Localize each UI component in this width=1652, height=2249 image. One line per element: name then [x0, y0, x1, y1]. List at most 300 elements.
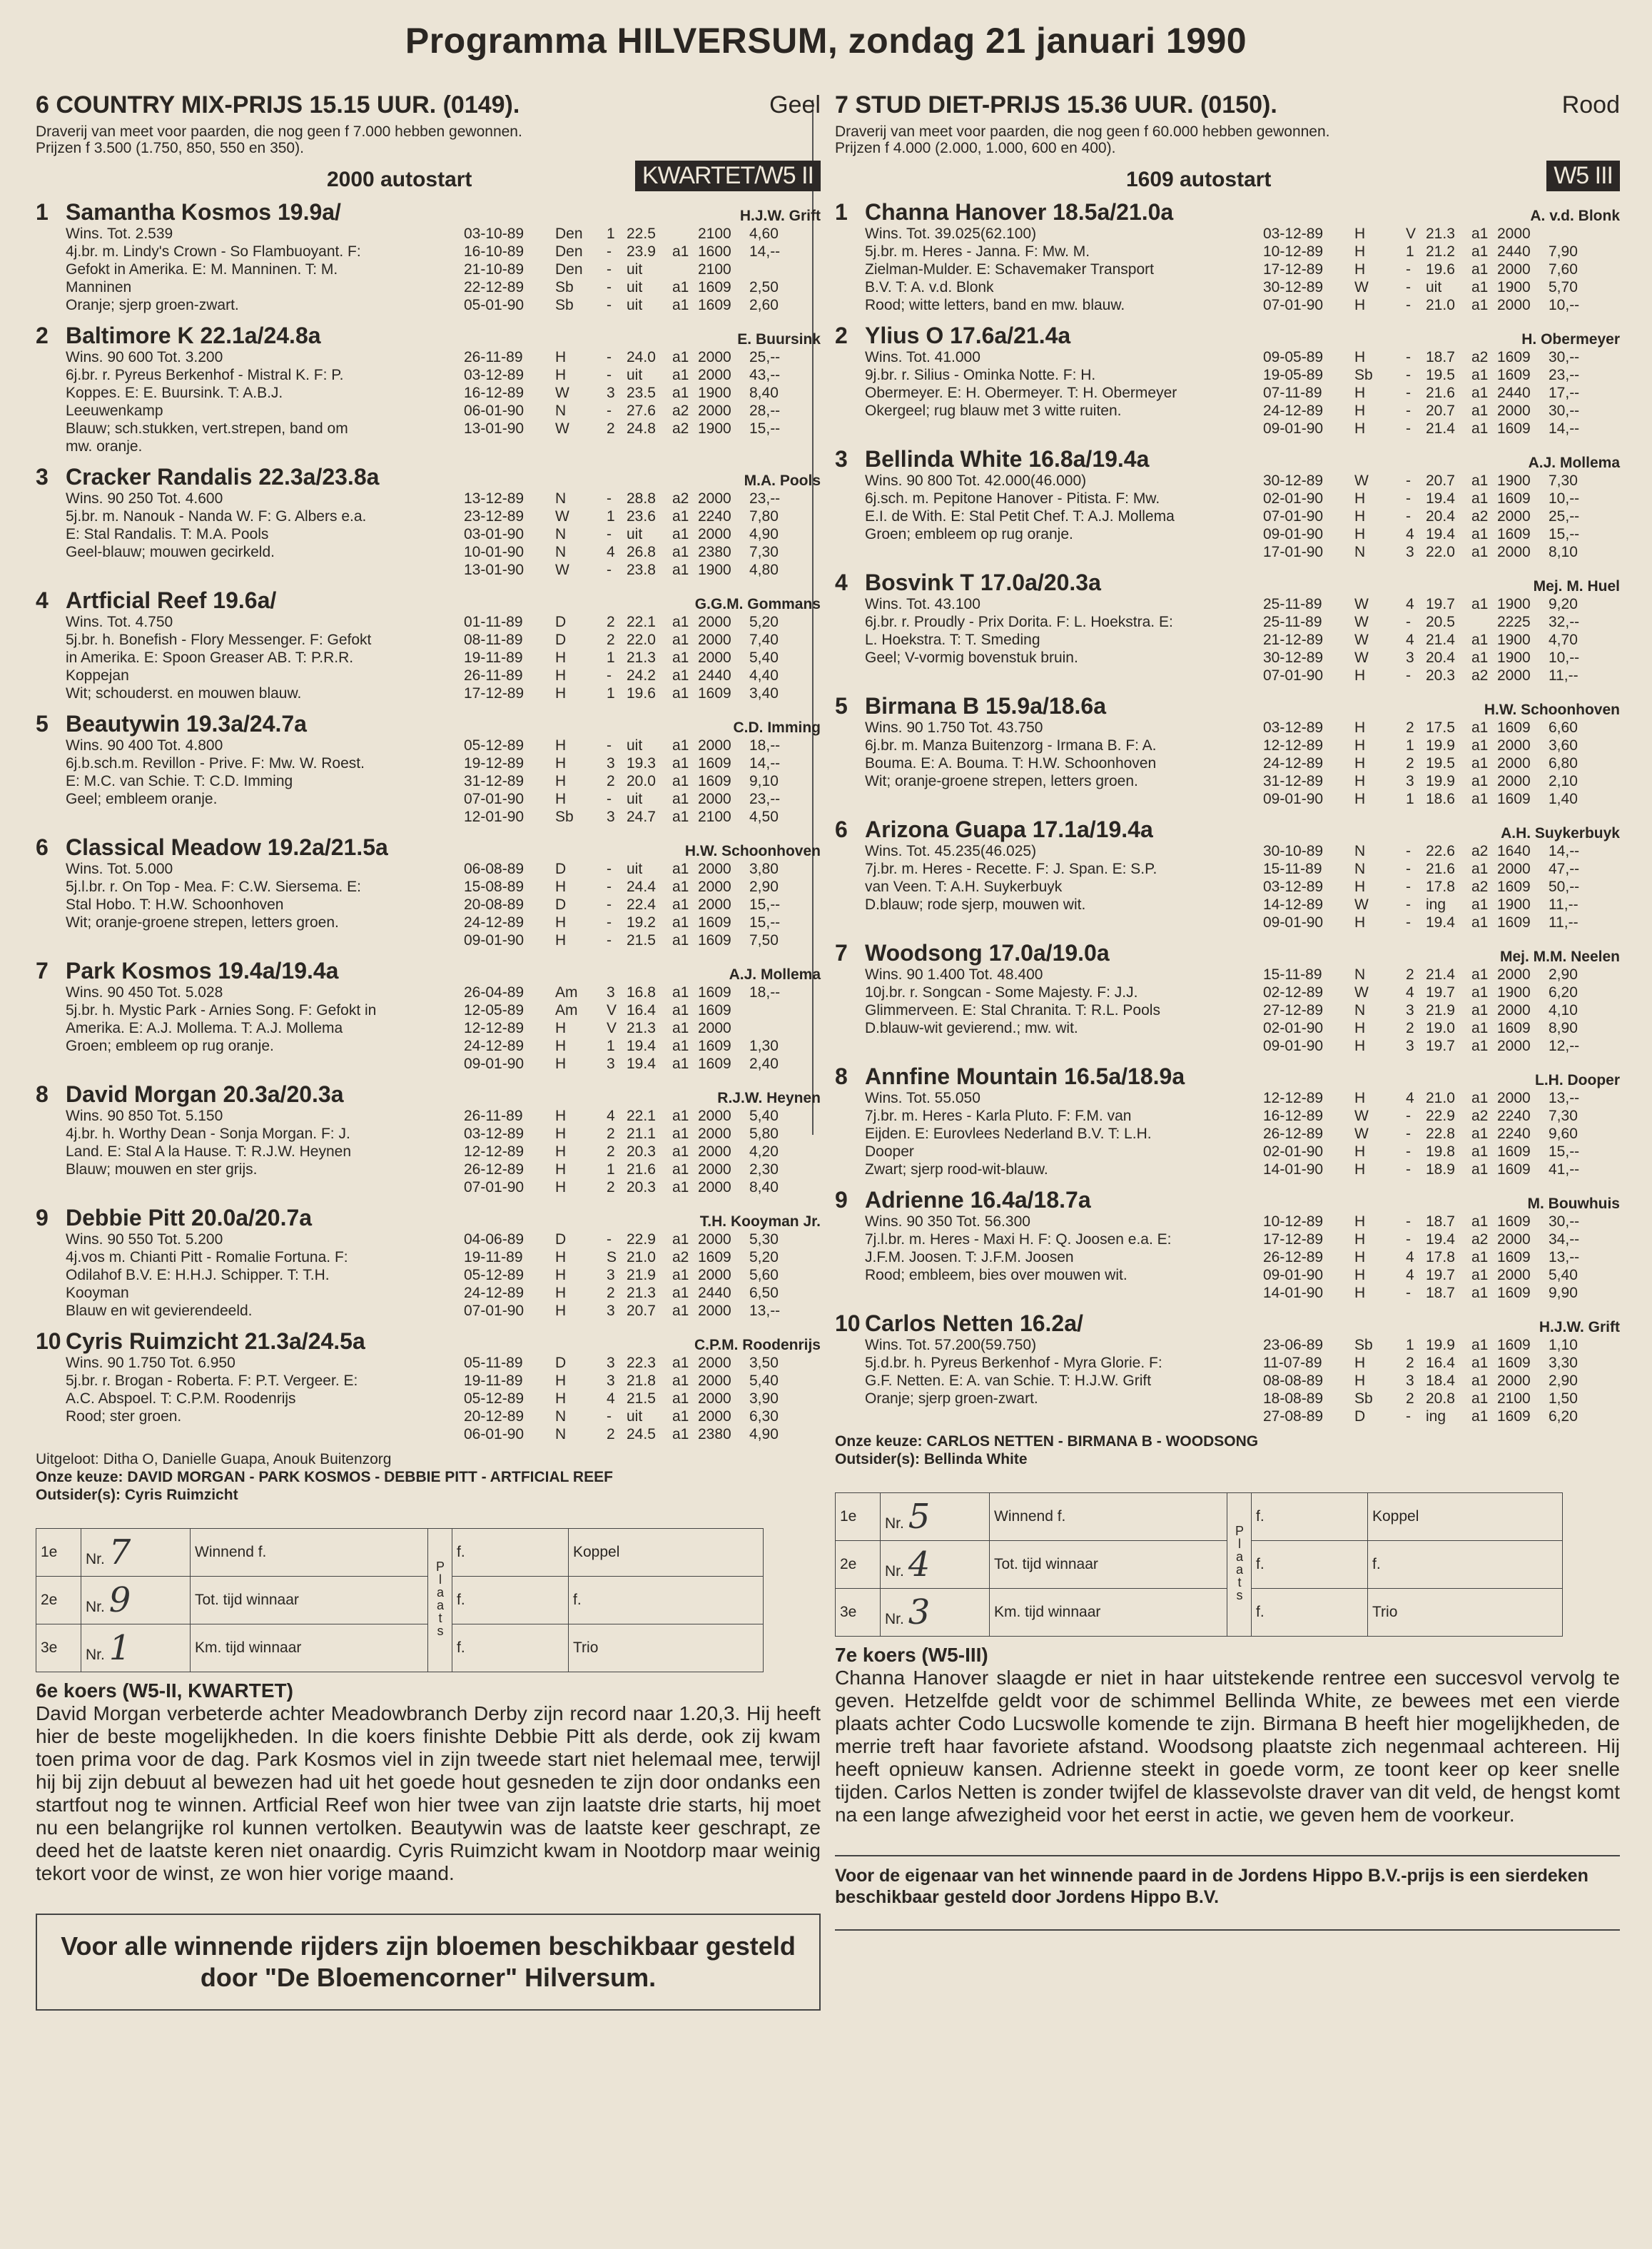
history-cell: 10-12-89: [1263, 1213, 1324, 1230]
history-cell: 2000: [698, 1143, 731, 1160]
history-cell: 20.3: [627, 1143, 656, 1160]
history-cell: 28,--: [749, 403, 781, 419]
history-cell: 03-12-89: [464, 1126, 525, 1142]
plaats-value-cell: [1252, 1589, 1368, 1637]
history-cell: H: [1354, 297, 1366, 313]
horse-info: [36, 613, 464, 702]
history-cell: 21.3: [627, 650, 656, 666]
history-cell: H: [1354, 261, 1366, 278]
race-history-row: [1263, 1230, 1620, 1248]
race-distance: 1609 autostart: [1126, 168, 1272, 191]
race-history-row: [1263, 790, 1620, 808]
horse-entry: [835, 199, 1620, 314]
history-cell: 2440: [1497, 243, 1531, 260]
history-cell: 19.6: [1426, 261, 1455, 278]
extra-bet-cell: [1368, 1493, 1563, 1541]
history-cell: 19.7: [1426, 1267, 1455, 1283]
history-cell: W: [1354, 984, 1369, 1001]
history-cell: 24-12-89: [1263, 755, 1324, 772]
history-cell: 4: [1406, 526, 1414, 542]
history-cell: 1: [1406, 737, 1414, 754]
history-cell: uit: [627, 737, 643, 754]
horse-name: Classical Meadow 19.2a/21.5a: [66, 834, 388, 860]
race-conditions: Draverij van meet voor paarden, die nog geen f 7.000 hebben gewonnen.: [36, 123, 522, 140]
history-cell: a2: [1471, 879, 1489, 895]
history-cell: a1: [672, 809, 689, 825]
race-history-row: [464, 507, 821, 525]
outsider-horse: Cyris Ruimzicht: [124, 1487, 238, 1503]
withdrawn-line: [36, 1450, 821, 1468]
history-cell: 21.6: [627, 1161, 656, 1178]
horse-number: 7: [835, 940, 848, 966]
race-history: [1263, 719, 1620, 808]
history-cell: 13-12-89: [464, 490, 525, 507]
horse-entry: [36, 199, 821, 314]
history-cell: 2,90: [749, 879, 779, 895]
race-history-row: [464, 1143, 821, 1161]
race-history-row: [464, 561, 821, 579]
horse-info: [36, 984, 464, 1073]
history-cell: 23-12-89: [464, 508, 525, 525]
history-cell: 11,--: [1549, 896, 1578, 913]
history-cell: 23.6: [627, 508, 656, 525]
handwritten-number[interactable]: 9: [108, 1580, 131, 1620]
history-cell: 2000: [698, 650, 731, 666]
race-history-row: [1263, 1248, 1620, 1266]
horse-number: 4: [835, 570, 848, 595]
race-history-row: [464, 914, 821, 931]
horse-info-line: Wins. 90 400 Tot. 4.800: [66, 737, 223, 754]
history-cell: Sb: [555, 279, 574, 295]
history-cell: a1: [1471, 861, 1489, 877]
history-cell: a1: [672, 1056, 689, 1072]
history-cell: a1: [672, 297, 689, 313]
history-cell: a1: [1471, 632, 1489, 648]
race-history-row: [1263, 1407, 1620, 1425]
history-cell: 1900: [1497, 984, 1531, 1001]
history-cell: H: [1354, 226, 1366, 242]
horse-driver: H.J.W. Grift: [739, 208, 821, 224]
history-cell: -: [1406, 508, 1411, 525]
horse-number: 6: [835, 817, 848, 842]
horse-info: [36, 1354, 464, 1443]
history-cell: 11-07-89: [1263, 1355, 1322, 1371]
history-cell: 1640: [1497, 843, 1531, 859]
horse-name: Debbie Pitt 20.0a/20.7a: [66, 1205, 313, 1230]
history-cell: 4: [607, 544, 615, 560]
race-history-row: [1263, 366, 1620, 384]
history-cell: a1: [672, 279, 689, 295]
history-cell: a1: [672, 932, 689, 949]
history-cell: a1: [672, 861, 689, 877]
horse-number: 10: [36, 1328, 61, 1354]
history-cell: -: [1406, 914, 1411, 931]
history-cell: N: [555, 403, 567, 419]
comment-text: David Morgan verbeterde achter Meadowbranch Derby zijn record naar 1.20,3. Hij heeft hier de beste mogelijkheden. In die koers finishte Debbie Pitt als derde, ook zij kwam toen prima voor de dag. Park Kosmos viel in zijn tweede start niet helemaal mee, terwijl hij bij zijn debuut al bewezen had uit het goede hout gesneden te zijn door ondanks een startfout nog te winnen. Artficial Reef won hier twee van zijn laatste drie starts, hij moet nu een belangrijke rol kunnen vertolken. Beautywin was de laatste keer geschrapt, ze deed het de laatste keren niet onaardig. Cyris Ruimzicht kwam in Nootdorp maar weinig tekort voor de winst, ze won hier vorige maand.: [36, 1702, 821, 1884]
race-history-row: [464, 1425, 821, 1443]
history-cell: 09-01-90: [1263, 791, 1324, 807]
horse-info-line: Wins. 90 800 Tot. 42.000(46.000): [865, 472, 1087, 489]
history-cell: a1: [672, 650, 689, 666]
history-cell: H: [555, 1267, 567, 1283]
history-cell: 3,90: [749, 1390, 779, 1407]
horse-info-line: J.F.M. Joosen. T: J.F.M. Joosen: [865, 1249, 1074, 1265]
history-cell: uit: [627, 791, 643, 807]
history-cell: -: [1406, 1231, 1411, 1248]
history-cell: 9,10: [749, 773, 779, 789]
horse-entry: [835, 693, 1620, 808]
history-cell: H: [1354, 791, 1366, 807]
history-cell: 2000: [1497, 1267, 1531, 1283]
result-label: Tot. tijd winnaar: [191, 1577, 428, 1624]
history-cell: W: [1354, 614, 1369, 630]
history-cell: 01-11-89: [464, 614, 523, 630]
history-cell: 19-12-89: [464, 755, 525, 772]
history-cell: 15,--: [749, 914, 781, 931]
history-cell: 1600: [698, 243, 731, 260]
history-cell: 2000: [698, 861, 731, 877]
horse-info-line: Rood; embleem, bies over mouwen wit.: [865, 1267, 1127, 1283]
history-cell: a1: [1471, 650, 1489, 666]
history-cell: 2225: [1497, 614, 1531, 630]
horse-entry: [835, 1187, 1620, 1302]
history-cell: 03-12-89: [1263, 879, 1324, 895]
history-cell: -: [607, 526, 612, 542]
history-cell: 18,--: [749, 737, 781, 754]
history-cell: 1609: [1497, 1020, 1531, 1036]
handwritten-number[interactable]: 5: [908, 1497, 931, 1537]
race-color: Rood: [1561, 91, 1620, 118]
history-cell: 23.5: [627, 385, 656, 401]
race-title: 6 COUNTRY MIX-PRIJS 15.15 UUR. (0149).: [36, 91, 520, 118]
history-cell: 5,20: [749, 1249, 779, 1265]
race-history-row: [464, 896, 821, 914]
history-cell: 2,90: [1549, 966, 1578, 983]
history-cell: H: [1354, 755, 1366, 772]
horse-name: Adrienne 16.4a/18.7a: [865, 1187, 1091, 1213]
history-cell: a1: [672, 755, 689, 772]
history-cell: a1: [672, 914, 689, 931]
history-cell: 28.8: [627, 490, 656, 507]
race-history-row: [464, 772, 821, 790]
horse-entry: [835, 323, 1620, 438]
horse-name-row: [36, 464, 821, 490]
history-cell: 15-11-89: [1263, 861, 1322, 877]
history-cell: 02-01-90: [1263, 1020, 1324, 1036]
horse-driver: G.G.M. Gommans: [694, 596, 821, 612]
nr-label: Nr.: [885, 1515, 904, 1532]
history-cell: 2000: [698, 1390, 731, 1407]
history-cell: H: [1354, 1020, 1366, 1036]
f-label: f.: [1256, 1604, 1265, 1620]
history-cell: a1: [672, 1108, 689, 1124]
history-cell: 2: [607, 614, 615, 630]
horse-info-line: 6j.br. r. Proudly - Prix Dorita. F: L. Hoekstra. E:: [865, 614, 1173, 630]
history-cell: 2000: [698, 367, 731, 383]
horse-number: 8: [835, 1063, 848, 1089]
horse-info-line: Geel; embleem oranje.: [66, 791, 218, 807]
withdrawn-horses: Ditha O, Danielle Guapa, Anouk Buitenzorg: [103, 1451, 392, 1467]
horse-details: [835, 472, 1620, 561]
history-cell: 2: [1406, 966, 1414, 983]
history-cell: a1: [672, 544, 689, 560]
history-cell: 2000: [698, 1108, 731, 1124]
history-cell: a1: [1471, 226, 1489, 242]
history-cell: a1: [1471, 1038, 1489, 1054]
history-cell: 19.4: [627, 1038, 656, 1054]
horse-entry: [835, 1310, 1620, 1425]
history-cell: 4: [607, 1108, 615, 1124]
history-cell: H: [555, 773, 567, 789]
horse-driver: Mej. M.M. Neelen: [1499, 949, 1620, 965]
history-cell: 20-08-89: [464, 896, 525, 913]
f-label: f.: [457, 1639, 465, 1656]
history-cell: [672, 225, 698, 243]
history-cell: a2: [672, 420, 689, 437]
history-cell: 1,40: [1549, 791, 1578, 807]
handwritten-number[interactable]: 7: [108, 1532, 131, 1572]
history-cell: 1609: [1497, 1408, 1531, 1425]
f-label: f.: [1256, 1556, 1265, 1572]
history-cell: 4,90: [749, 1426, 779, 1442]
horse-details: [835, 966, 1620, 1055]
extra-bet-cell: [1368, 1589, 1563, 1637]
history-cell: a1: [672, 1373, 689, 1389]
history-cell: H: [1354, 773, 1366, 789]
race-history: [1263, 348, 1620, 438]
horse-info-line: Eijden. E: Eurovlees Nederland B.V. T: L.H.: [865, 1126, 1152, 1142]
history-cell: 2000: [698, 1267, 731, 1283]
horse-name: Annfine Mountain 16.5a/18.9a: [865, 1063, 1185, 1089]
history-cell: 19.0: [1426, 1020, 1455, 1036]
horse-info: [36, 348, 464, 455]
comment-title: 6e koers (W5-II, KWARTET): [36, 1679, 293, 1702]
horse-number: 1: [36, 199, 49, 225]
horse-name: Woodsong 17.0a/19.0a: [865, 940, 1110, 966]
horse-info-line: Amerika. E: A.J. Mollema. T: A.J. Mollema: [66, 1020, 343, 1036]
history-cell: 08-11-89: [464, 632, 523, 648]
history-cell: -: [1406, 349, 1411, 365]
history-cell: 5,40: [749, 1108, 779, 1124]
horse-driver: R.J.W. Heynen: [717, 1090, 821, 1106]
horse-name-row: [36, 834, 821, 860]
horse-driver: T.H. Kooyman Jr.: [699, 1213, 821, 1230]
history-cell: H: [555, 1303, 567, 1319]
history-cell: 2000: [698, 1373, 731, 1389]
horse-number: 9: [835, 1187, 848, 1213]
history-cell: 09-05-89: [1263, 349, 1324, 365]
history-cell: W: [1354, 279, 1369, 295]
race-7-column: [835, 91, 1620, 1931]
history-cell: 21.3: [627, 1020, 656, 1036]
history-cell: 26.8: [627, 544, 656, 560]
history-cell: 19.7: [1426, 596, 1455, 612]
history-cell: 1: [607, 226, 615, 242]
history-cell: 11,--: [1549, 667, 1578, 684]
history-cell: 2100: [698, 261, 731, 278]
history-cell: 13-01-90: [464, 562, 525, 578]
f-label: f.: [1372, 1556, 1381, 1572]
horse-name: Bosvink T 17.0a/20.3a: [865, 570, 1101, 595]
flowers-notice: Voor alle winnende rijders zijn bloemen beschikbaar gesteld door "De Bloemencorner" Hilversum.: [36, 1914, 821, 2011]
history-cell: 30-12-89: [1263, 650, 1324, 666]
race-header: [835, 91, 1620, 119]
horse-info-line: A.C. Abspoel. T: C.P.M. Roodenrijs: [66, 1390, 296, 1407]
horse-details: [36, 1354, 821, 1443]
history-cell: 17,--: [1549, 385, 1580, 401]
result-position: 2e: [36, 1577, 81, 1624]
history-cell: 7,30: [1549, 1108, 1578, 1124]
horse-info-line: 5j.br. h. Mystic Park - Arnies Song. F: Gefokt in: [66, 1002, 377, 1019]
history-cell: 2000: [698, 879, 731, 895]
history-cell: 1609: [1497, 349, 1531, 365]
history-cell: a1: [672, 791, 689, 807]
horse-number: 5: [835, 693, 848, 719]
horse-number: 3: [36, 464, 49, 490]
history-cell: a1: [672, 1020, 689, 1036]
history-cell: -: [607, 1408, 612, 1425]
history-cell: 31-12-89: [1263, 773, 1324, 789]
history-cell: 17-12-89: [1263, 261, 1324, 278]
horse-name: David Morgan 20.3a/20.3a: [66, 1081, 344, 1107]
horse-details: [36, 1230, 821, 1320]
history-cell: 12-12-89: [1263, 1090, 1324, 1106]
history-cell: 24.5: [627, 1426, 656, 1442]
extra-bet-cell: [569, 1529, 764, 1577]
horse-info-line: G.F. Netten. E: A. van Schie. T: H.J.W. Grift: [865, 1373, 1152, 1389]
history-cell: 06-08-89: [464, 861, 525, 877]
history-cell: N: [1354, 861, 1366, 877]
history-cell: H: [1354, 420, 1366, 437]
race-conditions: Draverij van meet voor paarden, die nog geen f 60.000 hebben gewonnen.: [835, 123, 1330, 140]
horse-info-line: D.blauw; rode sjerp, mouwen wit.: [865, 896, 1086, 913]
history-cell: 09-01-90: [1263, 1038, 1324, 1054]
history-cell: 2000: [698, 1355, 731, 1371]
handwritten-number[interactable]: 3: [908, 1592, 931, 1632]
history-cell: D: [555, 632, 567, 648]
history-cell: 17.8: [1426, 879, 1455, 895]
choice-line: [835, 1432, 1620, 1450]
history-cell: 3: [607, 1267, 615, 1283]
history-cell: H: [1354, 914, 1366, 931]
history-cell: -: [1406, 879, 1411, 895]
result-number-cell: [881, 1589, 990, 1637]
history-cell: 31-12-89: [464, 773, 525, 789]
horse-info-line: 7j.br. m. Heres - Karla Pluto. F: F.M. van: [865, 1108, 1132, 1124]
history-cell: 2000: [698, 791, 731, 807]
history-cell: 1609: [1497, 420, 1531, 437]
horse-name-row: [835, 323, 1620, 348]
history-cell: 1900: [698, 420, 731, 437]
history-cell: 19-11-89: [464, 1249, 523, 1265]
horse-name-row: [36, 711, 821, 737]
horse-info-line: Geel-blauw; mouwen gecirkeld.: [66, 544, 275, 560]
horse-info: [835, 966, 1263, 1055]
history-cell: 4,90: [749, 526, 779, 542]
history-cell: H: [1354, 667, 1366, 684]
history-cell: H: [1354, 1373, 1366, 1389]
history-cell: -: [1406, 1213, 1411, 1230]
race-history-row: [464, 1248, 821, 1266]
history-cell: 07-01-90: [464, 1303, 525, 1319]
history-cell: 18,--: [749, 984, 781, 1001]
horse-entry: [36, 711, 821, 826]
history-cell: H: [555, 737, 567, 754]
history-cell: 19.4: [1426, 914, 1455, 931]
history-cell: 14,--: [749, 243, 781, 260]
history-cell: -: [607, 791, 612, 807]
race-history-row: [464, 1407, 821, 1425]
history-cell: 2000: [1497, 1373, 1531, 1389]
history-cell: H: [1354, 1285, 1366, 1301]
history-cell: 12-01-90: [464, 809, 525, 825]
history-cell: H: [1354, 243, 1366, 260]
plaats-value-cell: [452, 1577, 569, 1624]
history-cell: 12-12-89: [1263, 737, 1324, 754]
race-history: [1263, 966, 1620, 1055]
history-cell: 2: [607, 1179, 615, 1196]
history-cell: 19-05-89: [1263, 367, 1324, 383]
horse-info-line: E: M.C. van Schie. T: C.D. Imming: [66, 773, 293, 789]
history-cell: H: [555, 1143, 567, 1160]
horse-number: 2: [36, 323, 49, 348]
history-cell: N: [555, 544, 567, 560]
history-cell: 07-01-90: [464, 791, 525, 807]
bet-type-badge: KWARTET/W5 II: [635, 161, 821, 191]
race-history-row: [1263, 243, 1620, 261]
horse-details: [36, 860, 821, 949]
history-cell: 25,--: [749, 349, 781, 365]
race-history-row: [1263, 296, 1620, 314]
history-cell: 2000: [1497, 1002, 1531, 1019]
history-cell: 17.5: [1426, 719, 1455, 736]
history-cell: 3,30: [1549, 1355, 1578, 1371]
horse-driver: H.W. Schoonhoven: [684, 843, 821, 859]
history-cell: 2440: [698, 667, 731, 684]
horse-info-line: Kooyman: [66, 1285, 129, 1301]
history-cell: S: [607, 1249, 617, 1265]
race-history-row: [1263, 1390, 1620, 1407]
horse-info-line: 6j.sch. m. Pepitone Hanover - Pitista. F: Mw.: [865, 490, 1160, 507]
history-cell: 41,--: [1549, 1161, 1580, 1178]
history-cell: W: [1354, 1108, 1369, 1124]
history-cell: -: [607, 403, 612, 419]
history-cell: H: [555, 1126, 567, 1142]
history-cell: 2: [607, 632, 615, 648]
history-cell: 1609: [698, 914, 731, 931]
history-cell: 15,--: [749, 420, 781, 437]
history-cell: 8,40: [749, 385, 779, 401]
handwritten-number[interactable]: 1: [108, 1628, 131, 1668]
history-cell: a1: [672, 685, 689, 702]
horse-info-line: 5j.br. h. Bonefish - Flory Messenger. F: Gefokt: [66, 632, 372, 648]
history-cell: D: [1354, 1408, 1366, 1425]
history-cell: 5,60: [749, 1267, 779, 1283]
history-cell: a1: [672, 1143, 689, 1160]
handwritten-number[interactable]: 4: [908, 1545, 931, 1585]
history-cell: 06-01-90: [464, 1426, 525, 1442]
outsider-line: [835, 1450, 1620, 1468]
horse-name-row: [36, 587, 821, 613]
history-cell: 21.0: [1426, 1090, 1455, 1106]
history-cell: 09-01-90: [1263, 526, 1324, 542]
horse-name-row: [36, 958, 821, 984]
race-history-row: [1263, 667, 1620, 684]
history-cell: a1: [1471, 1213, 1489, 1230]
horse-driver: Mej. M. Huel: [1533, 578, 1620, 595]
history-cell: N: [1354, 1002, 1366, 1019]
history-cell: 21.0: [1426, 297, 1455, 313]
